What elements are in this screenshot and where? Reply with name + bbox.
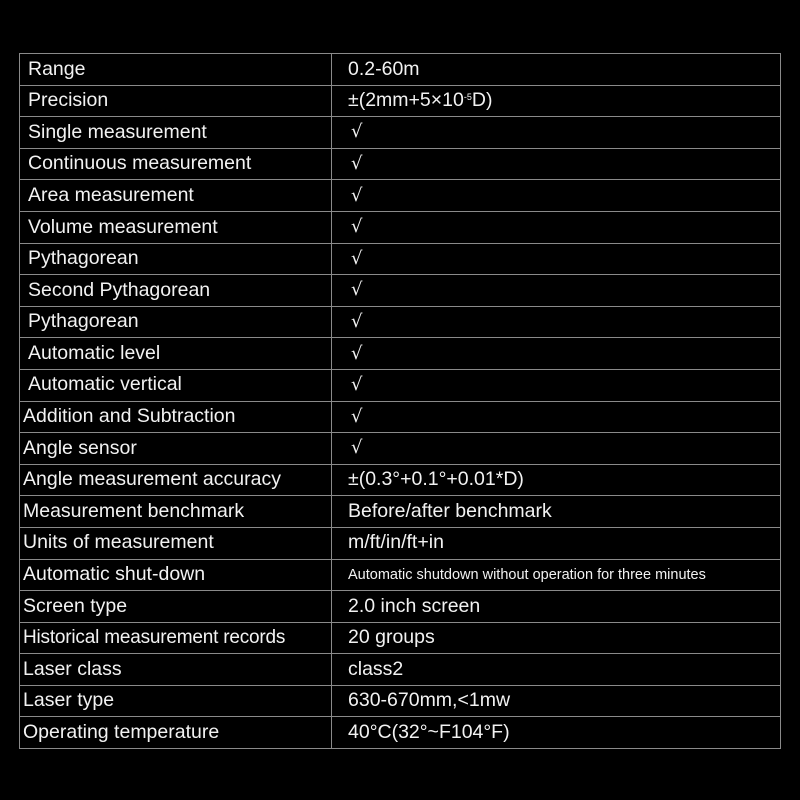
table-row xyxy=(20,496,781,528)
check-mark: √ xyxy=(332,401,781,433)
spec-label: Laser type xyxy=(20,685,332,717)
spec-value: 0.2-60m xyxy=(332,54,781,86)
precision-exponent: -5 xyxy=(463,92,472,103)
check-mark: √ xyxy=(332,117,781,149)
spec-label: Pythagorean xyxy=(20,306,332,338)
table-row xyxy=(20,54,781,86)
table-row xyxy=(20,338,781,370)
spec-label: Automatic shut-down xyxy=(20,559,332,591)
table-row xyxy=(20,464,781,496)
spec-value: ±(0.3°+0.1°+0.01*D) xyxy=(332,464,781,496)
spec-value: 2.0 inch screen xyxy=(332,591,781,623)
table-row xyxy=(20,685,781,717)
check-mark: √ xyxy=(332,369,781,401)
spec-label: Automatic level xyxy=(20,338,332,370)
precision-suffix: D) xyxy=(471,89,493,112)
spec-label: Laser class xyxy=(20,654,332,686)
table-row xyxy=(20,148,781,180)
spec-label: Volume measurement xyxy=(20,211,332,243)
spec-label: Measurement benchmark xyxy=(20,496,332,528)
spec-value: m/ft/in/ft+in xyxy=(332,527,781,559)
spec-label: Precision xyxy=(20,85,332,117)
spec-label: Second Pythagorean xyxy=(20,275,332,307)
spec-label: Area measurement xyxy=(20,180,332,212)
check-mark: √ xyxy=(332,211,781,243)
table-row xyxy=(20,654,781,686)
table-row xyxy=(20,559,781,591)
spec-label: Screen type xyxy=(20,591,332,623)
spec-label: Angle sensor xyxy=(20,433,332,465)
check-mark: √ xyxy=(332,338,781,370)
table-row xyxy=(20,433,781,465)
spec-label: Operating temperature xyxy=(20,717,332,749)
spec-label: Single measurement xyxy=(20,117,332,149)
table-row xyxy=(20,527,781,559)
spec-value: 630-670mm,<1mw xyxy=(332,685,781,717)
table-row xyxy=(20,622,781,654)
spec-value: Before/after benchmark xyxy=(332,496,781,528)
spec-value: 40°C(32°~F104°F) xyxy=(332,717,781,749)
spec-label: Automatic vertical xyxy=(20,369,332,401)
table-row xyxy=(20,117,781,149)
check-mark: √ xyxy=(332,180,781,212)
check-mark: √ xyxy=(332,243,781,275)
spec-value: class2 xyxy=(332,654,781,686)
check-mark: √ xyxy=(332,275,781,307)
spec-label: Pythagorean xyxy=(20,243,332,275)
table-row xyxy=(20,180,781,212)
spec-value: Automatic shutdown without operation for three minutes xyxy=(332,559,781,591)
spec-value: 20 groups xyxy=(332,622,781,654)
spec-table-container xyxy=(19,53,781,749)
spec-value xyxy=(332,85,781,117)
spec-label: Angle measurement accuracy xyxy=(20,464,332,496)
precision-prefix: ±(2mm+5×10 xyxy=(348,89,464,112)
table-row xyxy=(20,211,781,243)
table-row xyxy=(20,275,781,307)
spec-label: Historical measurement records xyxy=(20,622,332,654)
spec-table xyxy=(19,53,781,749)
table-row xyxy=(20,85,781,117)
check-mark: √ xyxy=(332,148,781,180)
check-mark: √ xyxy=(332,433,781,465)
table-row xyxy=(20,306,781,338)
spec-label: Addition and Subtraction xyxy=(20,401,332,433)
spec-label: Continuous measurement xyxy=(20,148,332,180)
table-row xyxy=(20,369,781,401)
check-mark: √ xyxy=(332,306,781,338)
table-row xyxy=(20,401,781,433)
table-row xyxy=(20,243,781,275)
spec-label: Units of measurement xyxy=(20,527,332,559)
table-row xyxy=(20,717,781,749)
spec-label: Range xyxy=(20,54,332,86)
table-row xyxy=(20,591,781,623)
